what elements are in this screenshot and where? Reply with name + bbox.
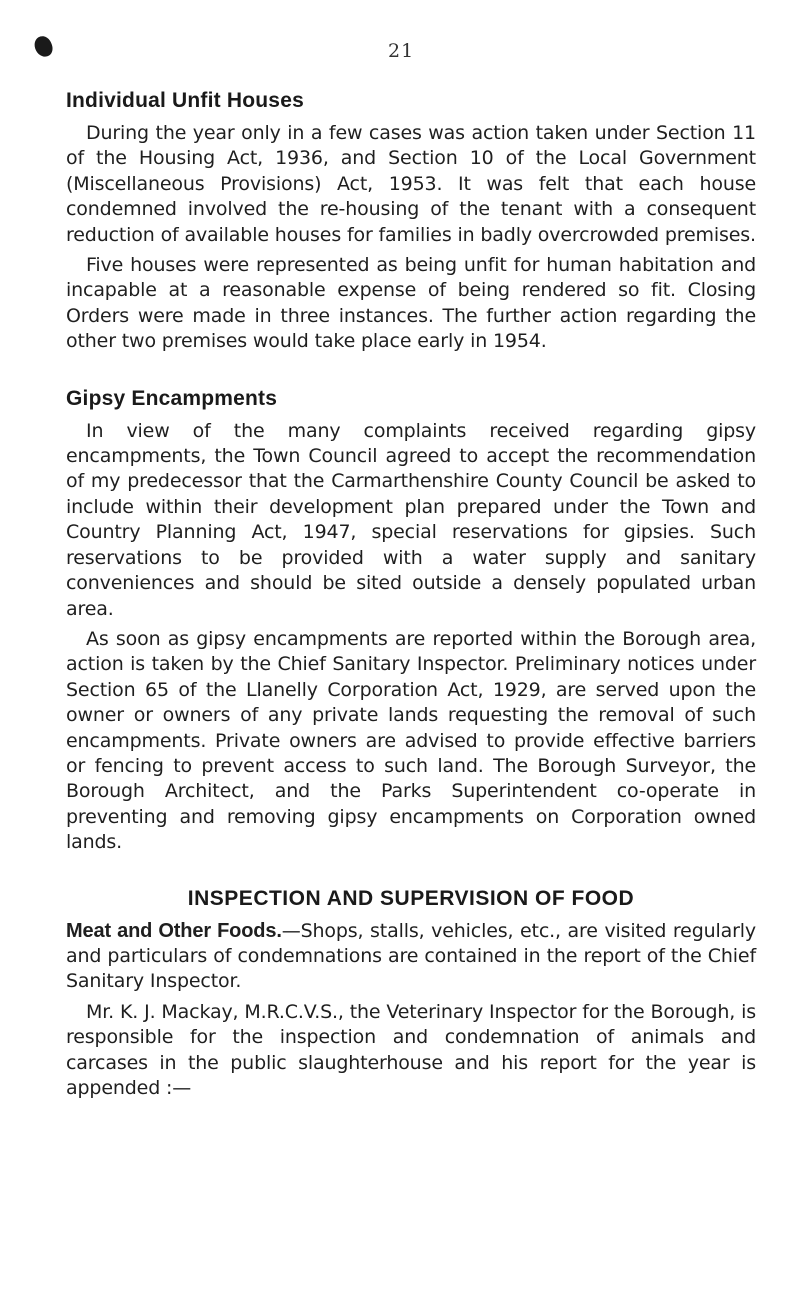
- paragraph-unfit-houses-2: Five houses were represented as being unfit for human habitation and incapable at a reasonable expense of being rendered so fit. Closing Orders were made in three instances. The further action regarding the other two premises would take place early in 1954.: [66, 254, 756, 353]
- paragraph-gipsy-1: In view of the many complaints received regarding gipsy encampments, the Town Council agreed to accept the recommendation of my predecessor that the Carmarthenshire County Council be asked to include within their development plan prepared under the Town and Country Planning Act, 1947, special reservations for gipsies. Such reservations to be provided with a water supply and sanitary conveniences and should be sited outside a densely populated urban area.: [66, 419, 756, 620]
- meat-text: —Shops, stalls, vehicles, etc., are visited regularly and particulars of condemnations are contained in the report of the Chief Sanitary Inspector.: [66, 919, 757, 993]
- section-heading-unfit-houses: Individual Unfit Houses: [66, 89, 304, 112]
- document-body: [66, 89, 756, 1101]
- paragraph-veterinary: Mr. K. J. Mackay, M.R.C.V.S., the Veterinary Inspector for the Borough, is responsible for the inspection and condemnation of animals and carcases in the public slaughterhouse and his report for the year is appended :—: [66, 1000, 756, 1099]
- corner-ink-mark: [32, 34, 55, 59]
- paragraph-unfit-houses-1: During the year only in a few cases was action taken under Section 11 of the Housing Act, 1936, and Section 10 of the Local Government (Miscellaneous Provisions) Act, 1953. It was felt that each house condemned involved the re-housing of the tenant with a consequent reduction of available houses for families in badly overcrowded premises.: [66, 122, 756, 246]
- section-heading-food: INSPECTION AND SUPERVISION OF FOOD: [187, 886, 635, 910]
- paragraph-meat: [66, 919, 756, 995]
- meat-lead: Meat and Other Foods.: [66, 919, 282, 942]
- paragraph-gipsy-2: As soon as gipsy encampments are reported within the Borough area, action is taken by the Chief Sanitary Inspector. Preliminary notices under Section 65 of the Llanelly Corporation Act, 1929, are served upon the owner or owners of any private lands requesting the removal of such encampments. Private owners are advised to provide effective barriers or fencing to prevent access to such land. The Borough Surveyor, the Borough Architect, and the Parks Superintendent co-operate in preventing and removing gipsy encampments on Corporation owned lands.: [66, 627, 756, 854]
- page-number: 21: [388, 40, 415, 62]
- section-heading-gipsy: Gipsy Encampments: [66, 386, 278, 410]
